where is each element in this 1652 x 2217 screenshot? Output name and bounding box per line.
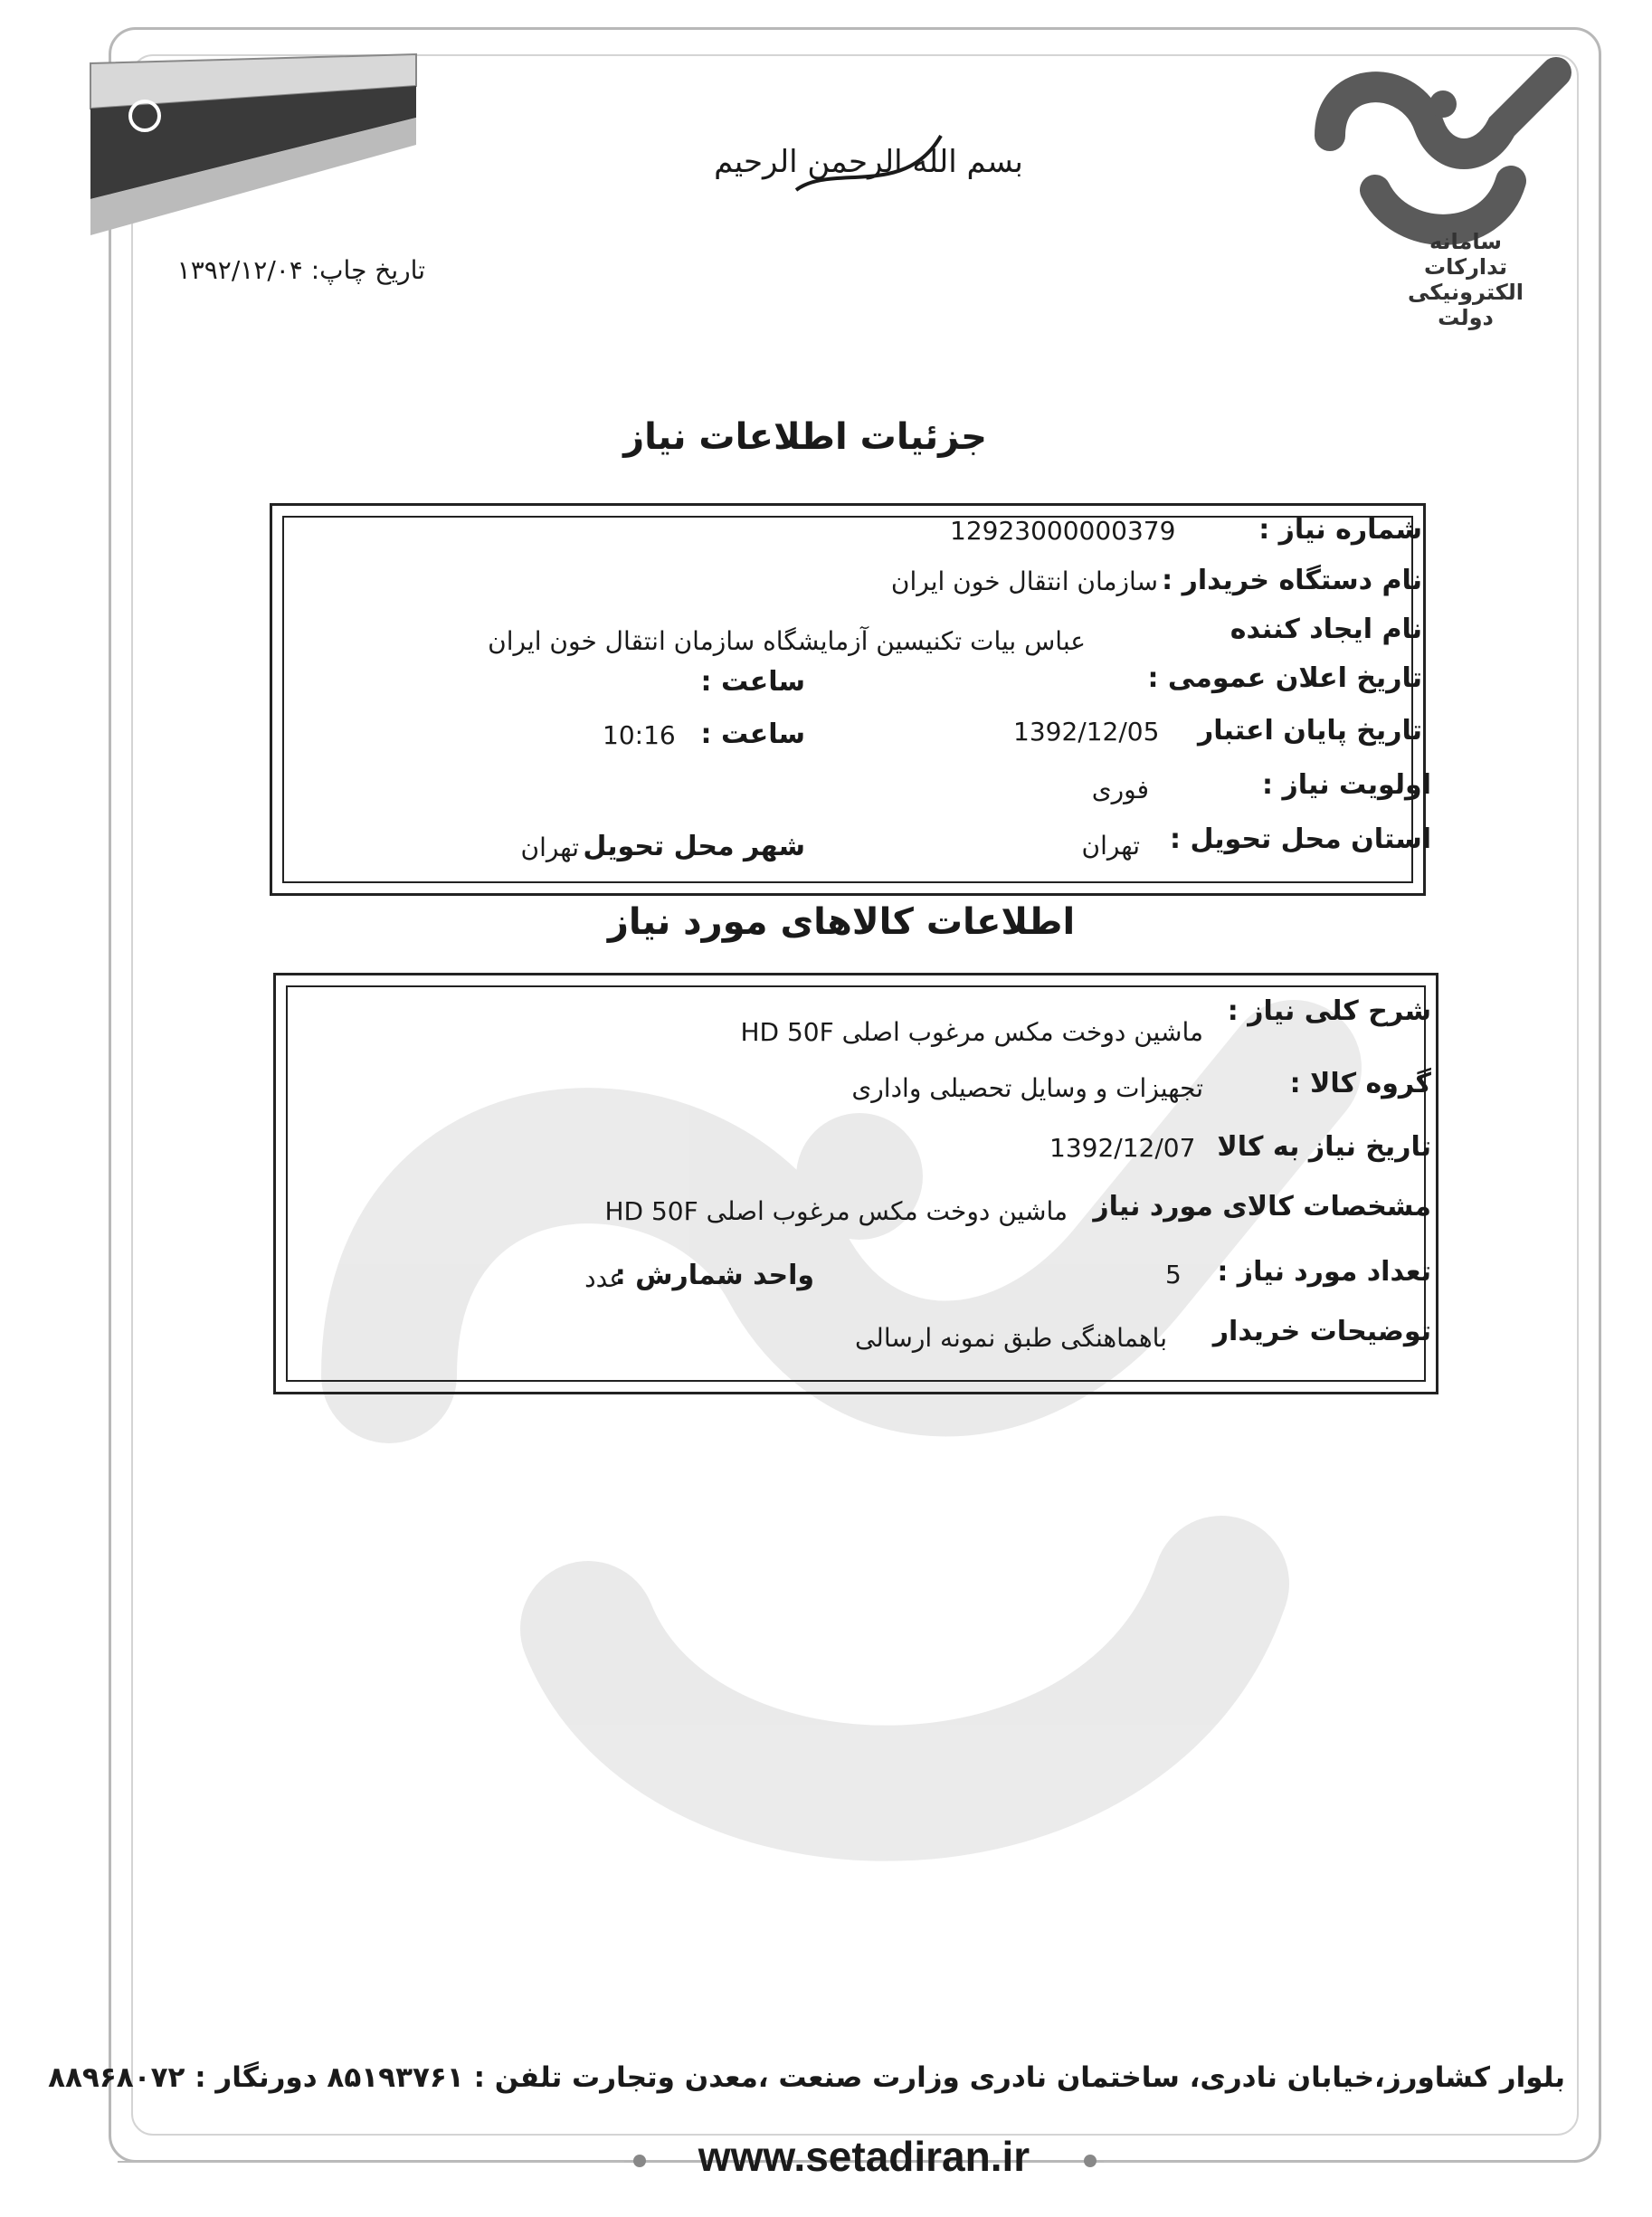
expiry-time-value: 10:16 [603,720,676,750]
footer-rule-left [118,2161,624,2163]
general-description-label: شرح کلی نیاز : [1227,995,1431,1027]
expiry-time-label: ساعت : [700,718,805,750]
logo-caption-3: الکترونیکی [1408,280,1524,305]
logo-caption-1: سامانه [1429,229,1503,254]
unit-value: عدد [584,1263,624,1293]
need-date-value: 1392/12/07 [1049,1133,1196,1163]
goods-group-value: تجهیزات و وسایل تحصیلی واداری [851,1073,1203,1103]
need-number-label: شماره نیاز : [1258,514,1422,546]
basmala-calligraphy [714,109,1023,208]
buyer-notes-label: توضیحات خریدار [1212,1316,1431,1347]
goods-specs-value: ماشین دوخت مکس مرغوب اصلی HD 50F [604,1196,1068,1226]
buyer-notes-value: باهماهنگی طبق نمونه ارسالی [854,1323,1167,1353]
expiry-date-value: 1392/12/05 [1013,717,1160,747]
unit-label: واحد شمارش : [614,1260,814,1291]
need-details-title: جزئیات اطلاعات نیاز [623,416,987,458]
priority-value: فوری [1091,775,1149,804]
creator-value: عباس بیات تکنیسین آزمایشگاه سازمان انتقال خون ایران [488,626,1086,656]
buyer-label: نام دستگاه خریدار : [1162,565,1422,596]
delivery-city-label: شهر محل تحویل [583,831,805,862]
website-link[interactable]: www.setadiran.ir [698,2133,1030,2180]
goods-info-title: اطلاعات کالاهای مورد نیاز [607,901,1076,943]
footer-dot-left [633,2155,646,2167]
creator-label: نام ایجاد کننده [1230,614,1422,645]
quantity-label: تعداد مورد نیاز : [1217,1256,1431,1288]
delivery-city-value: تهران [520,833,579,862]
quantity-value: 5 [1165,1260,1182,1289]
need-date-label: تاریخ نیاز به کالا [1217,1131,1431,1163]
goods-group-label: گروه کالا : [1289,1068,1431,1099]
footer-address: بلوار کشاورز،خیابان نادری، ساختمان نادری وزارت صنعت ،معدن وتجارت تلفن : ۸۵۱۹۳۷۶۱ دورنگار : ۸۸۹۶۸۰۷۲ [48,2061,1565,2094]
basmala-text: بسم الله الرحمن الرحیم [714,144,1023,180]
priority-label: اولویت نیاز : [1262,769,1431,801]
setad-logo [1294,54,1574,335]
footer-dot-right [1084,2155,1097,2167]
print-date [136,255,425,295]
need-number-value: 12923000000379 [950,516,1176,546]
flag-band-icon [72,54,425,235]
buyer-value: سازمان انتقال خون ایران [890,566,1158,596]
print-date-value: ۱۳۹۲/۱۲/۰۴ [176,255,303,285]
logo-caption-4: دولت [1438,305,1494,330]
expiry-date-label: تاریخ پایان اعتبار [1197,715,1422,747]
delivery-province-value: تهران [1081,831,1140,861]
delivery-province-label: استان محل تحویل : [1170,823,1431,855]
logo-caption-2: تدارکات [1423,254,1508,280]
announce-time-label: ساعت : [700,666,805,698]
general-description-value: ماشین دوخت مکس مرغوب اصلی HD 50F [740,1017,1203,1047]
announce-date-label: تاریخ اعلان عمومی : [1147,662,1422,694]
print-date-label: تاریخ چاپ: [310,255,425,285]
goods-specs-label: مشخصات کالای مورد نیاز [1093,1191,1431,1223]
footer-rule-right [1104,2161,1574,2163]
